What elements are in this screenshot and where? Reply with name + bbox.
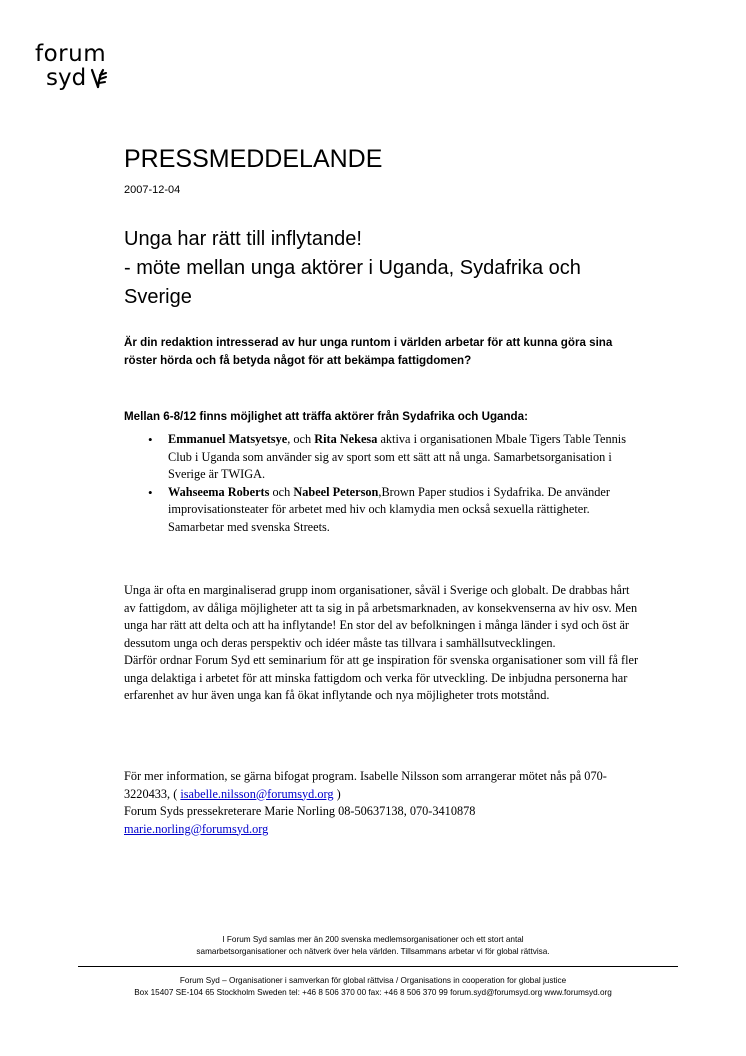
footer-note-line: I Forum Syd samlas mer än 200 svenska medlemsorganisationer och ett stort antal (222, 935, 524, 944)
footer-contact-line: Box 15407 SE-104 65 Stockholm Sweden tel: +46 8 506 370 00 fax: +46 8 506 370 99 forum.syd@forumsyd.org www.forumsyd.org (134, 988, 612, 997)
footer-address (0, 975, 746, 999)
footer-divider (78, 966, 678, 967)
person-name: Emmanuel Matsyetsye (168, 432, 288, 446)
person-name: Nabeel Peterson (293, 484, 379, 499)
list-item (168, 484, 648, 537)
body-text (124, 582, 644, 705)
separator: och (269, 484, 294, 499)
contact-text-end: ) (333, 786, 341, 801)
headline-line: - möte mellan unga aktörer i Uganda, Sydafrika och (124, 257, 581, 279)
release-date: 2007-12-04 (124, 184, 181, 196)
contact-text: För mer information, se gärna bifogat program. Isabelle Nilsson som arrangerar mötet nås på 070-3220433, ( (124, 769, 607, 801)
person-name: Rita Nekesa (314, 432, 378, 446)
participant-description: aktiva i organisationen Mbale Tigers Table Tennis Club i Uganda som använder sig av sport som ett sätt att nå unga. Samarbetsorganisation i Sverige är TWIGA. (168, 432, 627, 481)
person-name: Wahseema Roberts (168, 484, 270, 499)
press-email-line (124, 821, 644, 839)
participant-description: ,Brown Paper studios i Sydafrika. De använder improvisationsteater för arbetet med hiv och klamydia men också sexuella rättigheter. Samarbetar med svenska Streets. (168, 484, 610, 534)
headline-line: Sverige (124, 286, 192, 308)
forum-syd-logo (35, 42, 109, 90)
lead-paragraph: Är din redaktion intresserad av hur unga runtom i världen arbetar för att kunna göra sina röster hörda och få betyda något för att bekämpa fattigdomen? (124, 336, 613, 367)
body-paragraph: Unga är ofta en marginaliserad grupp inom organisationer, såväl i Sverige och globalt. De drabbas hårt av fattigdom, av dåliga möjligheter att ta sig in på arbetsmarknaden, av konsekvenserna av hiv osv. Men unga har rätt att delta och att ha inflytande! En stor del av befolkningen i många länder i syd och öst är dessutom unga och deras perspektiv och idéer måste tas tillvara i samhällsutvecklingen. (124, 583, 638, 650)
participant-list (168, 431, 648, 536)
logo-line-syd (35, 66, 109, 90)
contact-info (124, 768, 644, 838)
headline-line: Unga har rätt till inflytande! (124, 228, 362, 250)
email-link-isabelle[interactable]: isabelle.nilsson@forumsyd.org (180, 786, 334, 801)
intro-line: Mellan 6-8/12 finns möjlighet att träffa aktörer från Sydafrika och Uganda: (124, 410, 528, 423)
press-contact: Forum Syds pressekreterare Marie Norling 08-50637138, 070-3410878 (124, 804, 476, 818)
footer-note (0, 934, 746, 958)
logo-text-forum: forum (35, 41, 107, 67)
contact-paragraph (124, 768, 644, 803)
body-paragraph: Därför ordnar Forum Syd ett seminarium för att ge inspiration för svenska organisationer som vill få fler unga delaktiga i arbetet för att minska fattigdom och verka för utveckling. De inbjudna personerna har erfarenhet av hur även unga kan få ökat inflytande och nya möjligheter trots motstånd. (124, 653, 639, 702)
list-item (168, 431, 648, 484)
email-link-marie[interactable]: marie.norling@forumsyd.org (124, 821, 269, 836)
separator: , och (287, 432, 315, 446)
footer-note-line: samarbetsorganisationer och nätverk över hela världen. Tillsammans arbetar vi för global rättvisa. (196, 947, 550, 956)
headline (124, 225, 644, 312)
grass-mark-icon (89, 67, 109, 89)
document-title: PRESSMEDDELANDE (124, 145, 383, 173)
footer-tagline: Forum Syd – Organisationer i samverkan för global rättvisa / Organisations in cooperation for global justice (179, 976, 567, 985)
logo-text-syd: syd (46, 65, 87, 91)
